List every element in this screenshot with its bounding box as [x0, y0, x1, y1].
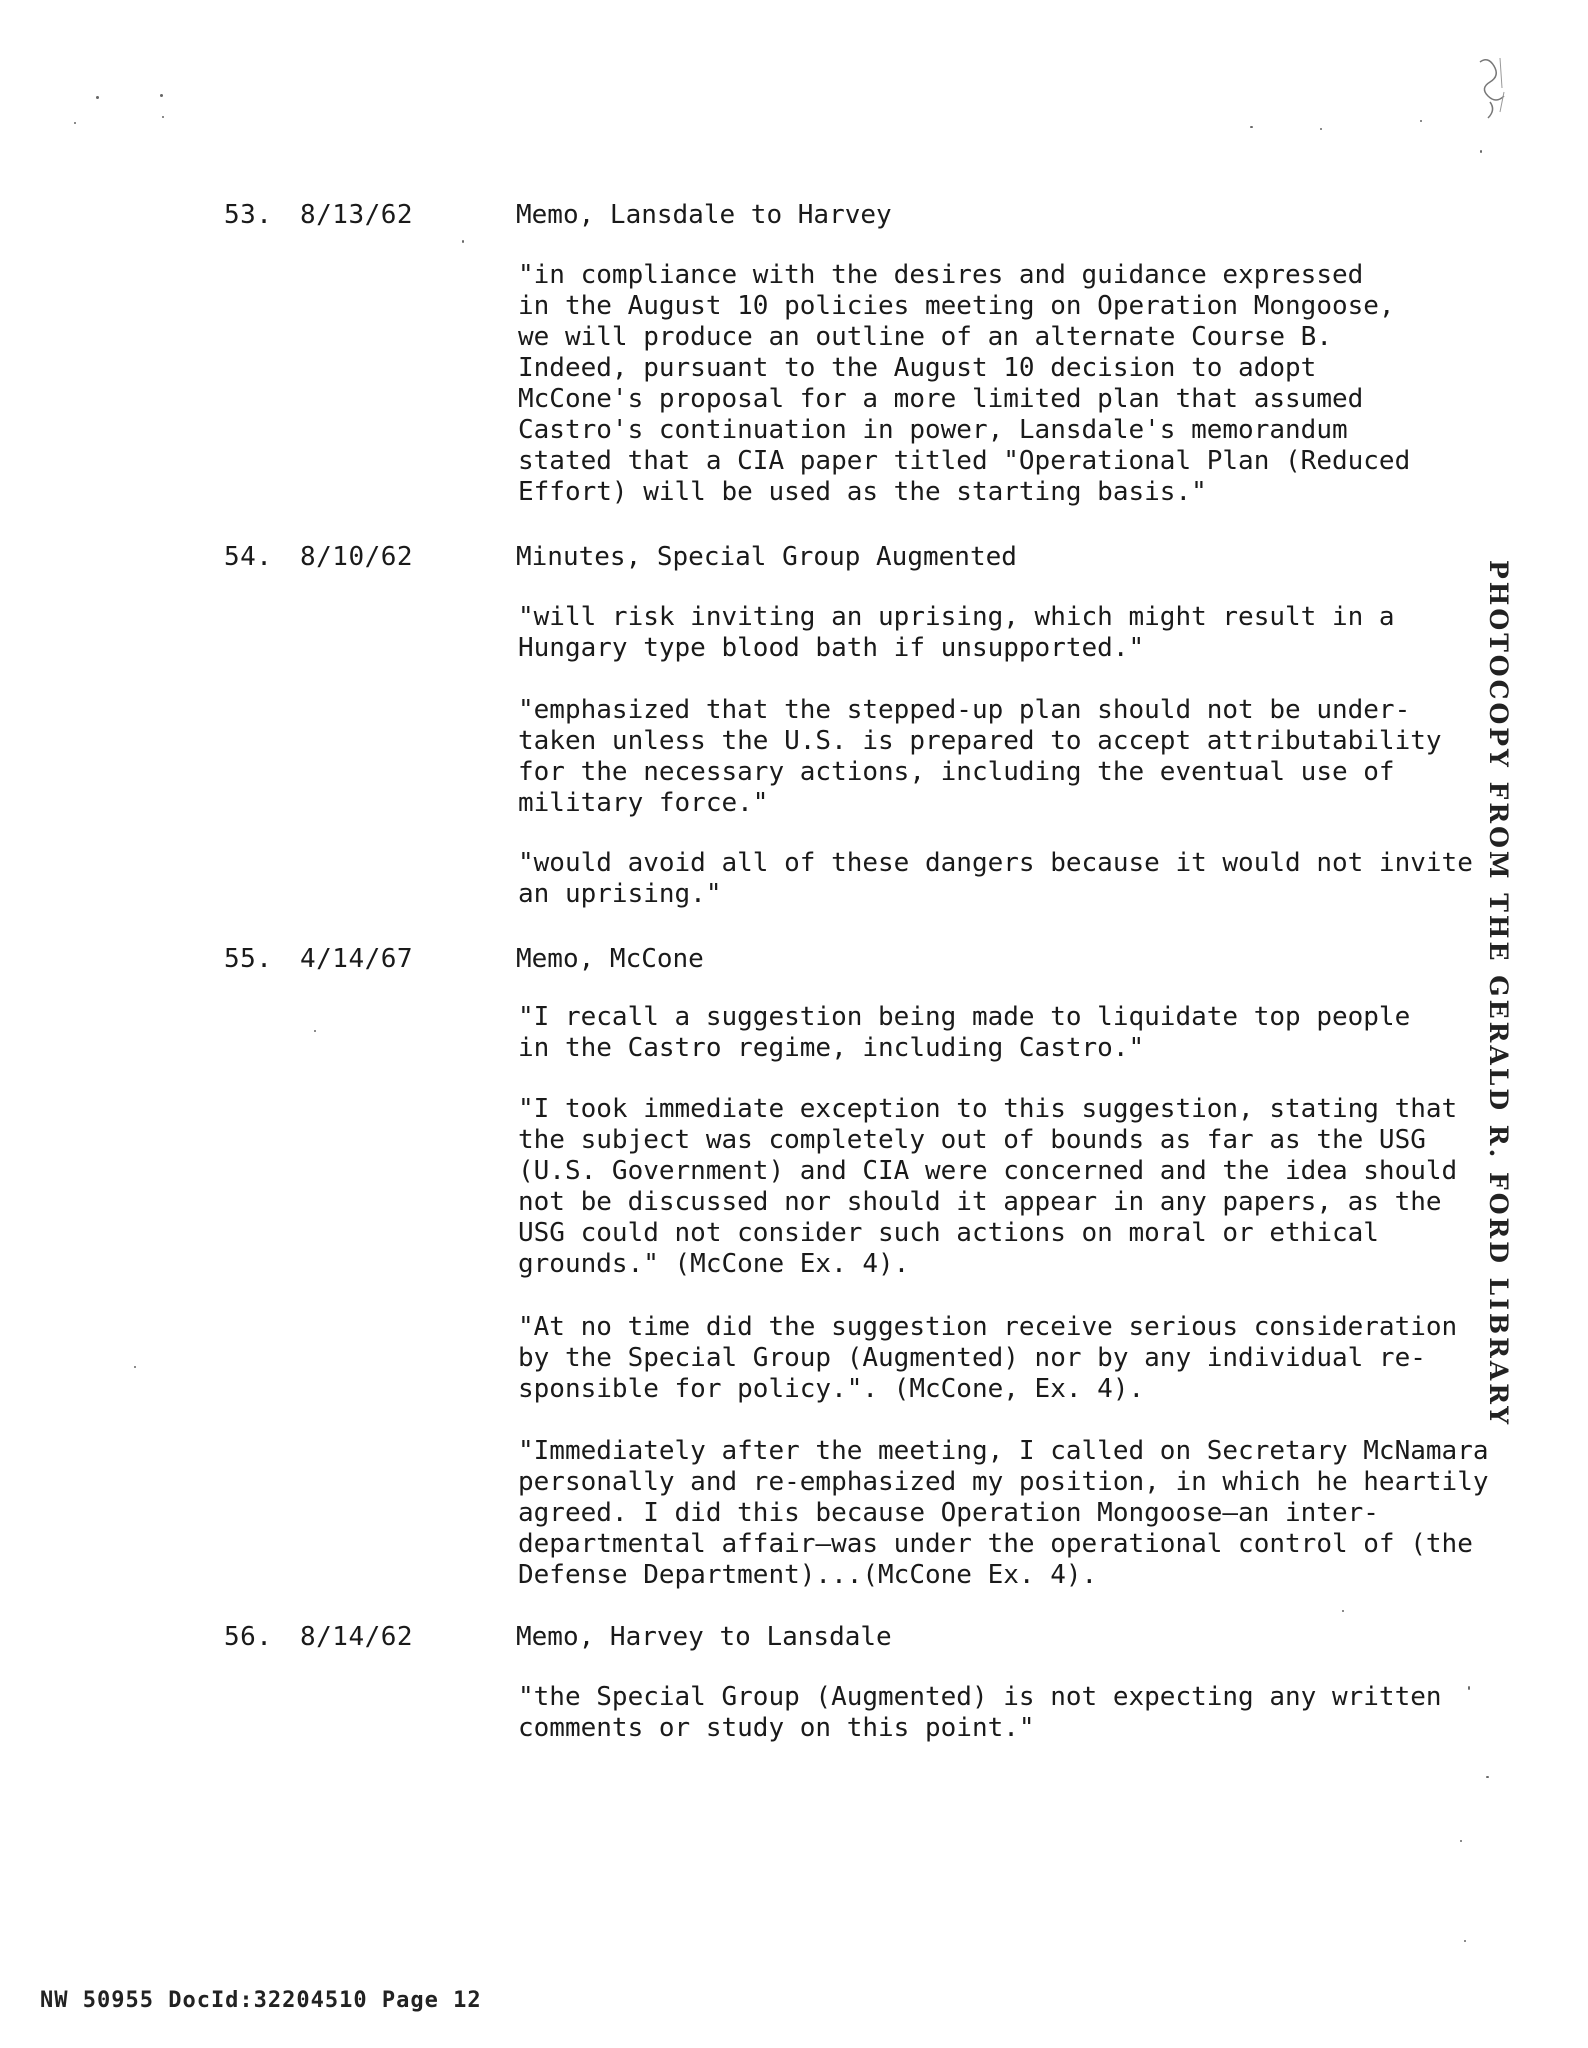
scan-speck: [134, 1366, 136, 1368]
entry-date: 8/10/62: [300, 542, 414, 572]
entry-title: Memo, McCone: [516, 944, 704, 974]
scan-speck: [1468, 1686, 1470, 1690]
entry-number: 55.: [224, 944, 273, 974]
scan-speck: [96, 96, 99, 99]
scan-scribble-mark: [1470, 52, 1518, 132]
entry-quote: "At no time did the suggestion receive serious consideration by the Special Group (Augmented) nor by any individual re- sponsible for policy.". (McCone, Ex. 4).: [518, 1312, 1458, 1404]
scan-speck: [1320, 128, 1322, 130]
entry-quote: "in compliance with the desires and guidance expressed in the August 10 policies meeting on Operation Mongoose, we will produce an outline of an alternate Course B. Indeed, pursuant to the August 10 decision to adopt McCone's proposal for a more limited plan that assumed Castro's continuation in power, Lansdale's memorandum stated that a CIA paper titled "Operational Plan (Reduced Effort) will be used as the starting basis.": [518, 260, 1411, 507]
entry-number: 56.: [224, 1622, 273, 1652]
entry-quote: "the Special Group (Augmented) is not expecting any written comments or study on this point.": [518, 1682, 1442, 1743]
entry-number: 54.: [224, 542, 273, 572]
entry-date: 4/14/67: [300, 944, 414, 974]
entry-quote: "emphasized that the stepped-up plan should not be under- taken unless the U.S. is prepared to accept attributability for the necessary actions, including the eventual use of military force.": [518, 695, 1442, 818]
entry-quote: "will risk inviting an uprising, which might result in a Hungary type blood bath if unsupported.": [518, 602, 1395, 663]
entry-quote: "I recall a suggestion being made to liquidate top people in the Castro regime, including Castro.": [518, 1002, 1411, 1063]
scan-speck: [1342, 1610, 1344, 1612]
footer-doc-id: NW 50955 DocId:32204510 Page 12: [40, 1988, 482, 2013]
entry-title: Minutes, Special Group Augmented: [516, 542, 1017, 572]
entry-title: Memo, Lansdale to Harvey: [516, 200, 892, 230]
scan-speck: [74, 122, 76, 124]
scan-speck: [162, 116, 164, 118]
entry-quote: "would avoid all of these dangers because it would not invite an uprising.": [518, 848, 1473, 909]
library-stamp: PHOTOCOPY FROM THE GERALD R. FORD LIBRARY: [1484, 560, 1513, 1428]
scan-speck: [1464, 1940, 1466, 1942]
entry-title: Memo, Harvey to Lansdale: [516, 1622, 892, 1652]
entry-quote: "I took immediate exception to this suggestion, stating that the subject was completely out of bounds as far as the USG (U.S. Government) and CIA were concerned and the idea should not be discussed nor should it appear in any papers, as the USG could not consider such actions on moral or ethical grounds." (McCone Ex. 4).: [518, 1094, 1458, 1279]
scan-speck: [1460, 1840, 1462, 1842]
entry-quote: "Immediately after the meeting, I called on Secretary McNamara personally and re-emphasized my position, in which he heartily agreed. I did this because Operation Mongoose—an inter- departmental affair—was under the operational control of (the Defense Department)...(McCone Ex. 4).: [518, 1436, 1489, 1590]
scan-speck: [314, 1030, 316, 1032]
scan-speck: [160, 94, 163, 97]
entry-number: 53.: [224, 200, 273, 230]
entry-date: 8/14/62: [300, 1622, 414, 1652]
scan-speck: [1486, 1776, 1489, 1778]
scan-speck: [1420, 120, 1422, 122]
scan-speck: [1480, 150, 1482, 153]
scan-speck: [1250, 126, 1253, 128]
scan-speck: [462, 240, 464, 243]
entry-date: 8/13/62: [300, 200, 414, 230]
